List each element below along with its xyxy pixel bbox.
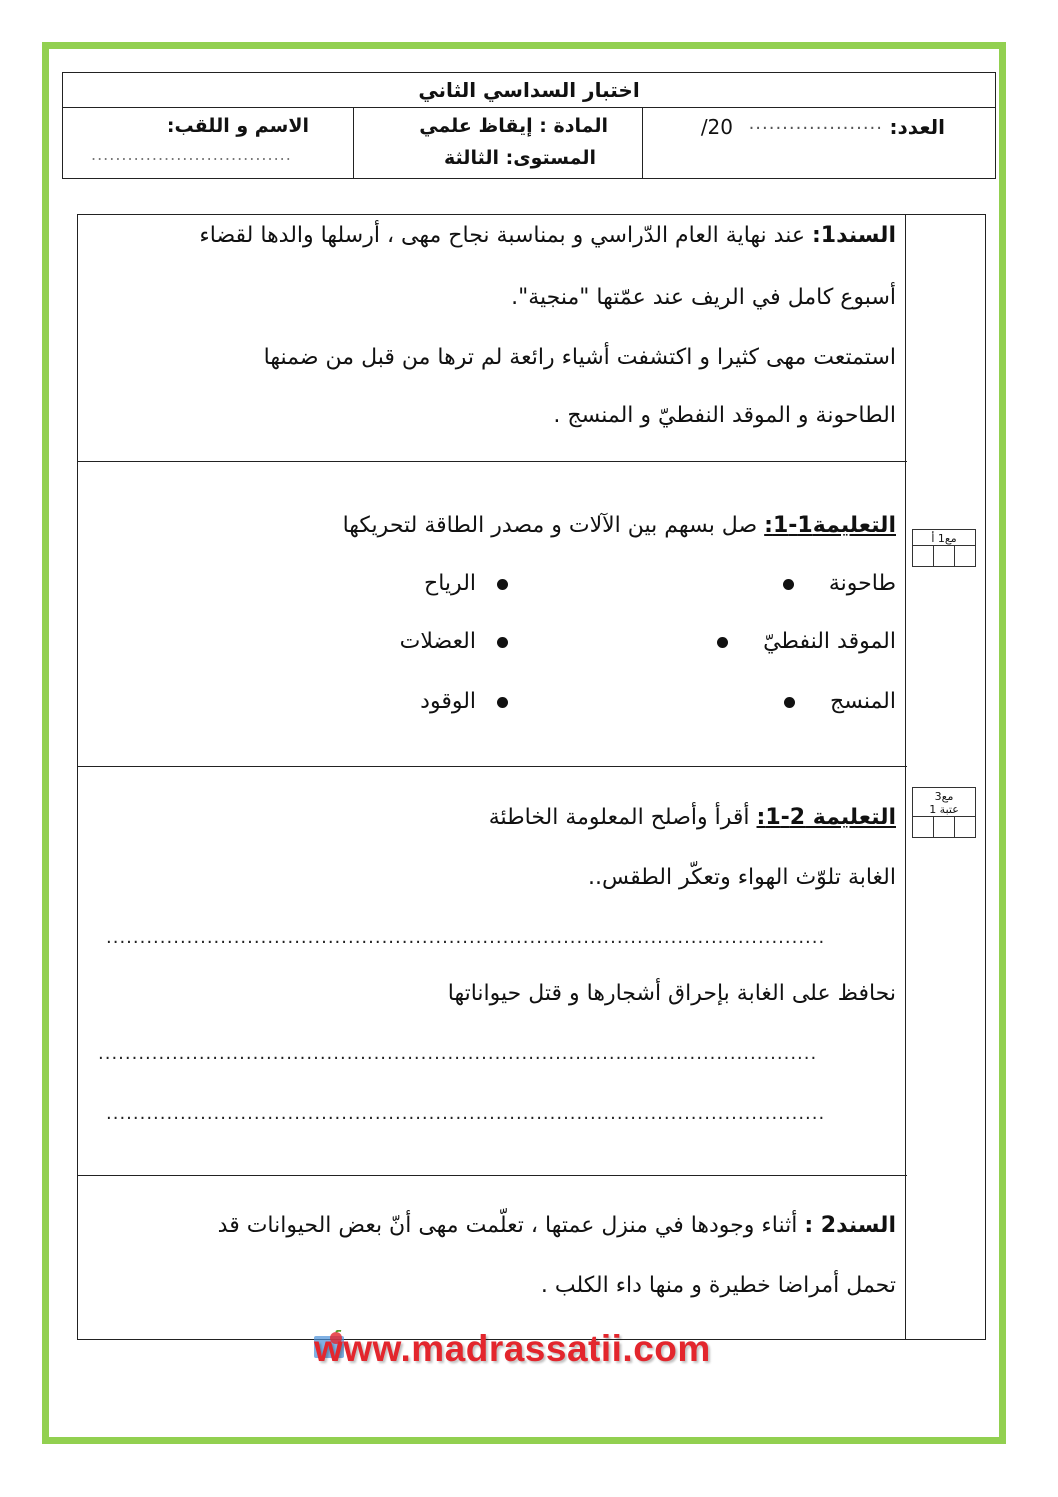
sanad2-block [116, 1213, 896, 1313]
bullet-dot-icon [497, 579, 508, 590]
grade-label-2: عتبة 1 [929, 803, 959, 816]
task2-label: التعليمة 2-1: [756, 805, 896, 830]
task2-heading [116, 805, 896, 837]
machine-item[interactable]: الموقد النفطيّ [717, 629, 896, 654]
task1-heading [116, 513, 896, 545]
match-row [196, 571, 896, 601]
answer-line[interactable]: ........................................................................................................... [98, 1043, 818, 1064]
subject-cell [353, 107, 643, 179]
name-cell [63, 107, 355, 179]
bullet-dot-icon [784, 697, 795, 708]
name-blank[interactable]: ................................. [91, 145, 292, 164]
sanad1-line1 [199, 223, 896, 249]
task1-label: التعليمة1-1: [764, 513, 896, 538]
row-divider [78, 1175, 907, 1176]
margin-divider [905, 215, 906, 1339]
sanad1-line4: الطاحونة و الموقد النفطيّ و المنسج . [553, 403, 896, 428]
score-total: /20 [700, 115, 733, 139]
grade-box-task2 [912, 787, 976, 838]
level-text: المستوى: الثالثة [444, 147, 596, 169]
sanad1-label: السند1: [811, 223, 896, 248]
exam-header [62, 72, 996, 179]
sanad2-text1: أثناء وجودها في منزل عمتها ، تعلّمت مهى أنّ بعض الحيوانات قد [217, 1213, 798, 1238]
energy-source-item[interactable]: العضلات [400, 629, 508, 654]
exam-title: اختبار السداسي الثاني [63, 73, 995, 108]
energy-source-item[interactable]: الوقود [420, 689, 508, 714]
bullet-dot-icon [717, 637, 728, 648]
answer-line[interactable]: ........................................................................................................... [106, 1103, 826, 1124]
grade-label: مع1 أ [931, 532, 957, 545]
bullet-dot-icon [497, 697, 508, 708]
statement-2 [116, 981, 896, 1013]
grade-label-1: مع3 [934, 790, 954, 803]
sanad1-block [116, 223, 896, 453]
sanad2-line2: تحمل أمراضا خطيرة و منها داء الكلب . [540, 1273, 896, 1298]
subject-text: المادة : إيقاظ علمي [419, 115, 608, 137]
machine-item[interactable]: طاحونة [783, 571, 896, 596]
energy-source-item[interactable]: الرياح [424, 571, 508, 596]
grade-cells[interactable] [913, 816, 975, 837]
grade-cells[interactable] [913, 545, 975, 566]
sanad1-text1: عند نهاية العام الدّراسي و بمناسبة نجاح مهى ، أرسلها والدها لقضاء [199, 223, 805, 248]
name-label: الاسم و اللقب: [166, 115, 309, 137]
task2-text: أقرأ وأصلح المعلومة الخاطئة [488, 805, 750, 830]
row-divider [78, 461, 907, 462]
sanad1-line2: أسبوع كامل في الريف عند عمّتها "منجية". [511, 285, 896, 310]
grade-box-task1 [912, 529, 976, 567]
site-logo[interactable] [312, 1326, 748, 1372]
answer-line[interactable]: ........................................................................................................... [106, 927, 826, 948]
match-row [196, 629, 896, 659]
score-blank[interactable]: .................... [748, 113, 883, 134]
exam-body-table [77, 214, 986, 1340]
statement-1-text: الغابة تلوّث الهواء وتعكّر الطقس.. [588, 865, 896, 890]
bullet-dot-icon [497, 637, 508, 648]
score-cell [643, 107, 995, 179]
statement-1 [116, 865, 896, 897]
machine-item[interactable]: المنسج [784, 689, 896, 714]
website-url[interactable]: www.madrassatii.com [314, 1328, 711, 1369]
score-label: العدد: [889, 115, 945, 139]
task1-text: صل بسهم بين الآلات و مصدر الطاقة لتحريكها [342, 513, 758, 538]
match-row [196, 689, 896, 719]
bullet-dot-icon [783, 579, 794, 590]
sanad1-line3: استمتعت مهى كثيرا و اكتشفت أشياء رائعة لم ترها من قبل من ضمنها [263, 345, 896, 370]
sanad2-label: السند2 : [804, 1213, 896, 1238]
statement-2-text: نحافظ على الغابة بإحراق أشجارها و قتل حيواناتها [447, 981, 896, 1006]
row-divider [78, 766, 907, 767]
